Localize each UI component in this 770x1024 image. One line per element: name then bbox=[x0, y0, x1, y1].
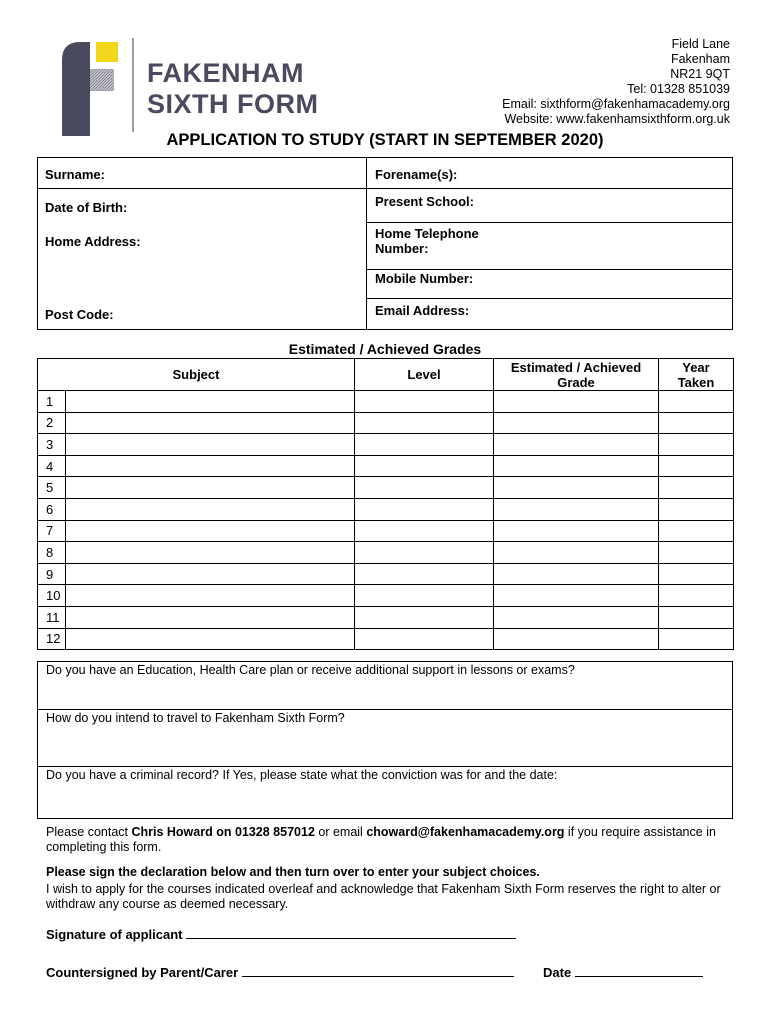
address-line-2: Fakenham bbox=[670, 52, 730, 66]
grades-title: Estimated / Achieved Grades bbox=[288, 341, 482, 357]
questions-rule bbox=[38, 766, 732, 767]
email-address-field[interactable]: Email Address: bbox=[375, 303, 470, 318]
details-divider bbox=[366, 158, 367, 329]
grade-cell[interactable] bbox=[494, 520, 659, 542]
year-cell[interactable] bbox=[659, 542, 734, 564]
date-of-birth-field[interactable]: Date of Birth: bbox=[45, 200, 128, 215]
year-cell[interactable] bbox=[659, 606, 734, 628]
address-line-1: Field Lane bbox=[671, 37, 730, 51]
row-number: 10 bbox=[38, 585, 66, 607]
travel-answer-field[interactable] bbox=[38, 730, 732, 765]
contact-email: Email: sixthform@fakenhamacademy.org bbox=[502, 97, 730, 111]
grade-row bbox=[38, 542, 734, 564]
declaration-heading: Please sign the declaration below and then turn over to enter your subject choices. bbox=[46, 865, 540, 879]
personal-details-box bbox=[37, 157, 733, 330]
level-cell[interactable] bbox=[355, 520, 494, 542]
contact-note-pre: Please contact bbox=[46, 825, 132, 839]
row-number: 2 bbox=[38, 412, 66, 434]
logo-divider bbox=[132, 38, 134, 132]
contact-note bbox=[46, 825, 736, 855]
row-number: 3 bbox=[38, 434, 66, 456]
grade-cell[interactable] bbox=[494, 498, 659, 520]
level-cell[interactable] bbox=[355, 606, 494, 628]
level-cell[interactable] bbox=[355, 391, 494, 413]
contact-note-post: if you require assistance in completing this form. bbox=[46, 825, 716, 854]
grade-row bbox=[38, 434, 734, 456]
col-year-header-line-1: Year bbox=[682, 359, 710, 375]
contact-tel: Tel: 01328 851039 bbox=[627, 82, 730, 96]
applicant-signature-line[interactable] bbox=[186, 926, 516, 939]
home-address-field[interactable]: Home Address: bbox=[45, 234, 141, 249]
travel-question: How do you intend to travel to Fakenham Sixth Form? bbox=[46, 711, 345, 725]
row-number: 8 bbox=[38, 542, 66, 564]
home-telephone-label-1: Home Telephone bbox=[375, 226, 479, 241]
year-cell[interactable] bbox=[659, 455, 734, 477]
parent-signature-line[interactable] bbox=[242, 964, 514, 977]
subject-cell[interactable] bbox=[66, 455, 355, 477]
subject-cell[interactable] bbox=[66, 391, 355, 413]
col-subject-header: Subject bbox=[38, 359, 355, 391]
year-cell[interactable] bbox=[659, 434, 734, 456]
year-cell[interactable] bbox=[659, 563, 734, 585]
support-answer-field[interactable] bbox=[38, 682, 732, 708]
criminal-record-question: Do you have a criminal record? If Yes, please state what the conviction was for and the date: bbox=[46, 768, 558, 782]
level-cell[interactable] bbox=[355, 563, 494, 585]
date-label: Date bbox=[543, 965, 572, 980]
year-cell[interactable] bbox=[659, 391, 734, 413]
details-rule bbox=[366, 298, 732, 299]
grade-row bbox=[38, 412, 734, 434]
home-telephone-field[interactable] bbox=[375, 226, 479, 256]
subject-cell[interactable] bbox=[66, 606, 355, 628]
grade-cell[interactable] bbox=[494, 391, 659, 413]
grade-cell[interactable] bbox=[494, 477, 659, 499]
page-title: APPLICATION TO STUDY (START IN SEPTEMBER 2020) bbox=[166, 131, 604, 149]
declaration-text: I wish to apply for the courses indicated overleaf and acknowledge that Fakenham Sixth Form reserves the right to alter or withdraw any course as deemed necessary. bbox=[46, 882, 721, 911]
level-cell[interactable] bbox=[355, 434, 494, 456]
logo-f-mark-icon bbox=[62, 38, 132, 136]
grade-row bbox=[38, 455, 734, 477]
level-cell[interactable] bbox=[355, 455, 494, 477]
criminal-record-answer-field[interactable] bbox=[38, 787, 732, 817]
row-number: 12 bbox=[38, 628, 66, 650]
date-line[interactable] bbox=[575, 964, 703, 977]
subject-cell[interactable] bbox=[66, 628, 355, 650]
logo-wordmark bbox=[147, 58, 319, 120]
year-cell[interactable] bbox=[659, 498, 734, 520]
grade-cell[interactable] bbox=[494, 606, 659, 628]
level-cell[interactable] bbox=[355, 477, 494, 499]
row-number: 7 bbox=[38, 520, 66, 542]
parent-signature-label: Countersigned by Parent/Carer bbox=[46, 965, 239, 980]
questions-rule bbox=[38, 709, 732, 710]
post-code-field[interactable]: Post Code: bbox=[45, 307, 114, 322]
row-number: 9 bbox=[38, 563, 66, 585]
contact-block bbox=[502, 37, 730, 127]
year-cell[interactable] bbox=[659, 477, 734, 499]
details-rule bbox=[366, 269, 732, 270]
subject-cell[interactable] bbox=[66, 520, 355, 542]
grades-body bbox=[38, 391, 734, 650]
subject-cell[interactable] bbox=[66, 498, 355, 520]
col-grade-header-line-1: Estimated / Achieved bbox=[510, 359, 642, 375]
grades-table bbox=[37, 358, 734, 650]
grade-row bbox=[38, 477, 734, 499]
level-cell[interactable] bbox=[355, 542, 494, 564]
address-postcode: NR21 9QT bbox=[670, 67, 730, 81]
subject-cell[interactable] bbox=[66, 585, 355, 607]
grade-row bbox=[38, 520, 734, 542]
grade-cell[interactable] bbox=[494, 563, 659, 585]
grade-row bbox=[38, 606, 734, 628]
col-grade-header bbox=[494, 359, 659, 391]
parent-signature-row bbox=[46, 964, 703, 980]
forenames-field[interactable]: Forename(s): bbox=[375, 167, 458, 182]
mobile-number-field[interactable]: Mobile Number: bbox=[375, 271, 474, 286]
logo-line-1: FAKENHAM bbox=[147, 58, 304, 88]
grade-cell[interactable] bbox=[494, 585, 659, 607]
year-cell[interactable] bbox=[659, 412, 734, 434]
year-cell[interactable] bbox=[659, 628, 734, 650]
grade-cell[interactable] bbox=[494, 628, 659, 650]
contact-email-link[interactable]: choward@fakenhamacademy.org bbox=[366, 825, 565, 839]
year-cell[interactable] bbox=[659, 520, 734, 542]
contact-note-mid: or email bbox=[314, 825, 367, 839]
year-cell[interactable] bbox=[659, 585, 734, 607]
subject-cell[interactable] bbox=[66, 412, 355, 434]
details-rule bbox=[366, 222, 732, 223]
row-number: 1 bbox=[38, 391, 66, 413]
col-level-header: Level bbox=[355, 359, 494, 391]
level-cell[interactable] bbox=[355, 412, 494, 434]
fakenham-logo bbox=[62, 38, 332, 136]
surname-field[interactable]: Surname: bbox=[45, 167, 105, 182]
applicant-signature-label: Signature of applicant bbox=[46, 927, 183, 942]
details-rule bbox=[38, 188, 732, 189]
col-grade-header-line-2: Grade bbox=[557, 374, 595, 390]
applicant-signature-row bbox=[46, 926, 516, 942]
grade-row bbox=[38, 391, 734, 413]
present-school-field[interactable]: Present School: bbox=[375, 194, 474, 209]
row-number: 6 bbox=[38, 498, 66, 520]
contact-website: Website: www.fakenhamsixthform.org.uk bbox=[504, 112, 730, 126]
subject-cell[interactable] bbox=[66, 563, 355, 585]
support-question: Do you have an Education, Health Care plan or receive additional support in lessons or exams? bbox=[46, 663, 575, 677]
grade-row bbox=[38, 498, 734, 520]
grade-cell[interactable] bbox=[494, 434, 659, 456]
subject-cell[interactable] bbox=[66, 434, 355, 456]
logo-line-2: SIXTH FORM bbox=[147, 89, 319, 119]
grade-row bbox=[38, 585, 734, 607]
questions-box bbox=[37, 661, 733, 819]
row-number: 5 bbox=[38, 477, 66, 499]
level-cell[interactable] bbox=[355, 498, 494, 520]
subject-cell[interactable] bbox=[66, 542, 355, 564]
grade-cell[interactable] bbox=[494, 455, 659, 477]
col-year-header bbox=[659, 359, 734, 391]
contact-name-phone: Chris Howard on 01328 857012 bbox=[131, 825, 315, 839]
level-cell[interactable] bbox=[355, 585, 494, 607]
grade-cell[interactable] bbox=[494, 542, 659, 564]
grades-header-row bbox=[38, 359, 734, 391]
level-cell[interactable] bbox=[355, 628, 494, 650]
home-telephone-label-2: Number: bbox=[375, 241, 429, 256]
row-number: 11 bbox=[38, 606, 66, 628]
col-year-header-line-2: Taken bbox=[677, 374, 715, 390]
row-number: 4 bbox=[38, 455, 66, 477]
grade-cell[interactable] bbox=[494, 412, 659, 434]
subject-cell[interactable] bbox=[66, 477, 355, 499]
grade-row bbox=[38, 628, 734, 650]
grade-row bbox=[38, 563, 734, 585]
